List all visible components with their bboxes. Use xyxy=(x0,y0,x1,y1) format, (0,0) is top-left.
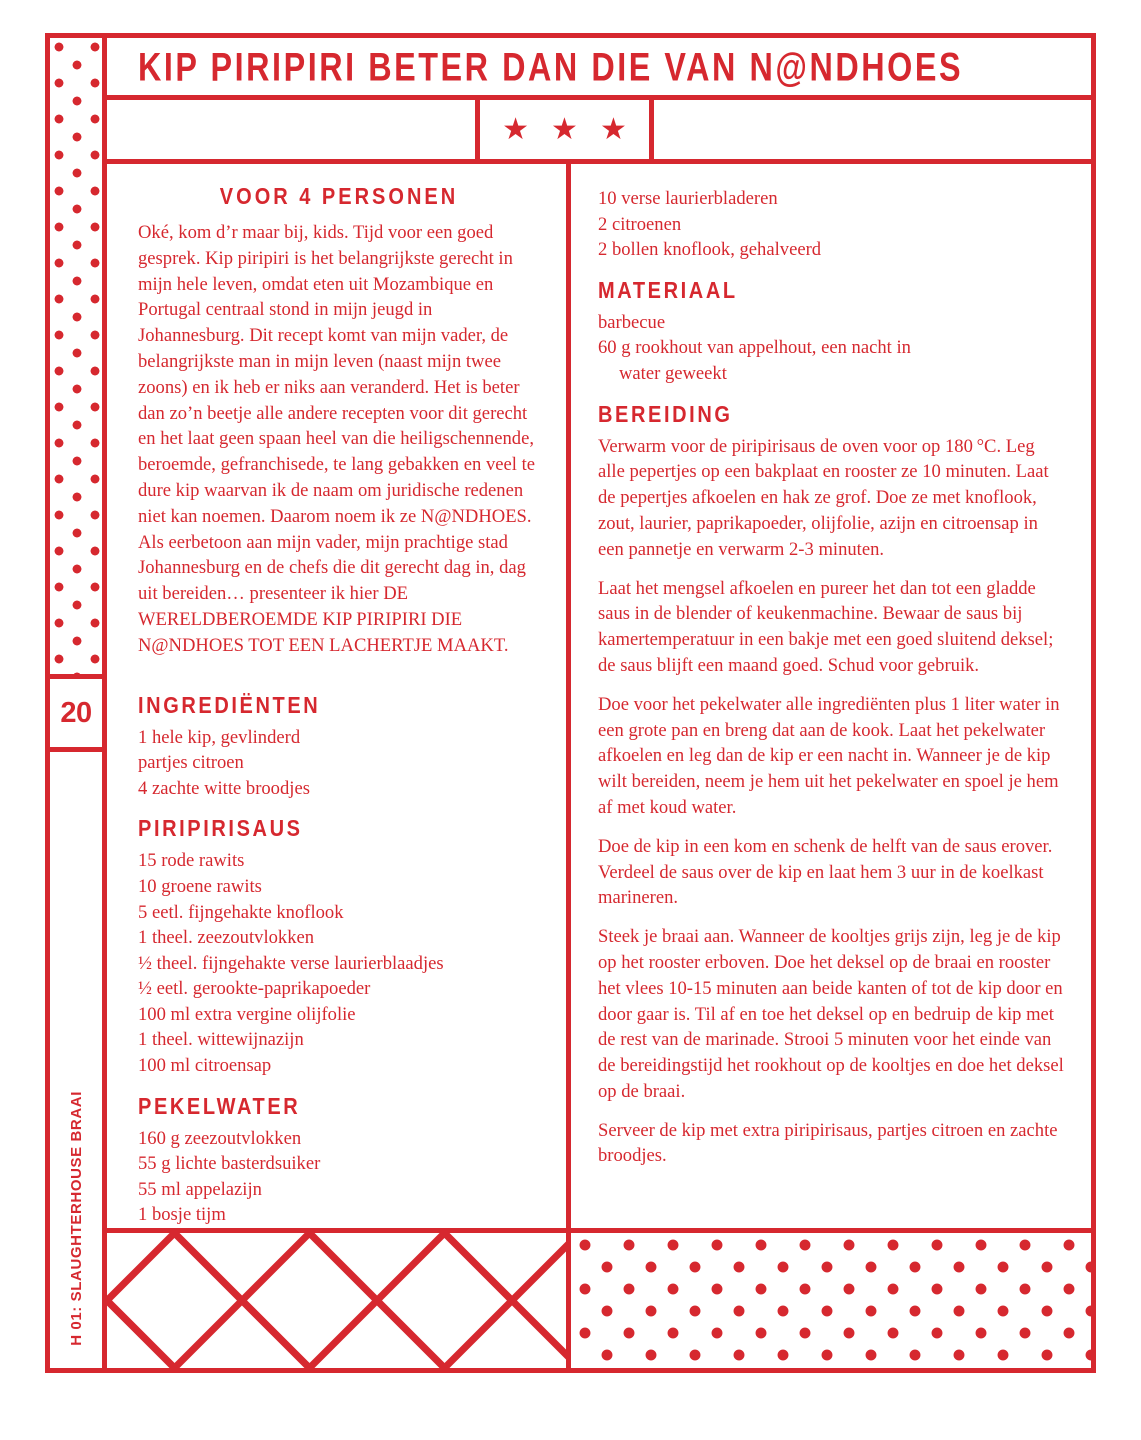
list-item: 5 eetl. fijngehakte knoflook xyxy=(138,901,344,923)
sauce-heading: PIRIPIRISAUS xyxy=(138,816,303,843)
diamond-pattern-icon xyxy=(107,1233,571,1368)
method-paragraph: Serveer de kip met extra piripirisaus, partjes citroen en zachte broodjes. xyxy=(598,1119,1058,1167)
list-item xyxy=(598,335,1065,386)
content-columns xyxy=(107,164,1091,1228)
intro-paragraph: Oké, kom d’r maar bij, kids. Tijd voor een goed gesprek. Kip piripiri is het belangrijkste gerecht in mijn hele leven, omdat eten uit Mozambique en Portugal centraal stond in mijn jeugd in Johannesburg. Dit recept komt van mijn vader, de belangrijkste man in mijn leven (naast mijn twee zoons) en ik heb er niks aan veranderd. Het is beter dan zo’n beetje alle andere recepten voor dit gerecht en het laat geen spaan heel van die heiligschennende, beroemde, gefranchisede, te lang gebakken en veel te dure kip waarvan ik de naam om juridische redenen niet kan noemen. Daarom noem ik ze N@NDHOES. Als eerbetoon aan mijn vader, mijn prachtige stad Johannesburg en de chefs die dit gerecht dag in, dag uit bereiden… presenteer ik hier DE WERELDBEROEMDE KIP PIRIPIRI DIE N@NDHOES TOT EEN LACHERTJE MAAKT. xyxy=(138,222,535,656)
method-paragraph: Doe voor het pekelwater alle ingrediënten plus 1 liter water in een grote pan en breng dat aan de kook. Laat het pekelwater afkoelen en leg dan de kip er een nacht in. Wanneer je de kip wilt bereiden, neem je hem uit het pekelwater en spoel je hem af met koud water. xyxy=(598,693,1060,818)
left-column xyxy=(107,164,571,1228)
method-heading: BEREIDING xyxy=(598,401,733,428)
page-body xyxy=(107,38,1091,1368)
diamond-svg-wrap xyxy=(107,1233,566,1368)
spacer xyxy=(138,672,540,695)
rating-stars xyxy=(480,100,654,159)
method-paragraph: Doe de kip in een kom en schenk de helft van de saus erover. Verdeel de saus over de kip en laat hem 3 uur in de koelkast marineren. xyxy=(598,835,1053,909)
title-bar xyxy=(107,38,1091,100)
list-item: 1 theel. zeezoutvlokken xyxy=(138,927,315,949)
list-item: 1 bosje tijm xyxy=(138,1204,226,1226)
list-item: 100 ml citroensap xyxy=(138,1055,272,1077)
list-item: 4 zachte witte broodjes xyxy=(138,777,310,799)
chapter-label-box xyxy=(50,752,102,1368)
page-number-box xyxy=(50,674,102,752)
list-item xyxy=(598,310,1065,336)
list-item: 55 g lichte basterdsuiker xyxy=(138,1153,321,1175)
list-item: 15 rode rawits xyxy=(138,850,245,872)
brine-ingredients-list xyxy=(138,1126,540,1228)
list-item: ½ eetl. gerookte-paprikapoeder xyxy=(138,978,371,1000)
ingredients-list xyxy=(138,725,540,802)
method-paragraph: Steek je braai aan. Wanneer de kooltjes grijs zijn, leg je de kip op het rooster erboven. Doe het deksel op de braai en rooster het vlees 10-15 minuten aan beide kanten of tot de kip door en door gaar is. Til af en toe het deksel op en bedruip de kip met de rest van de marinade. Strooi 5 minuten voor het einde van de bereidingstijd het rookhout op de kooltjes en doe het deksel op de braai. xyxy=(598,926,1064,1102)
list-item: 160 g zeezoutvlokken xyxy=(138,1127,302,1149)
polka-dot-pattern-icon xyxy=(50,38,102,674)
diamond-zigzag-icon xyxy=(107,1233,566,1368)
brine-ingredients-continued-list xyxy=(598,186,1065,263)
list-item: 1 hele kip, gevlinderd xyxy=(138,726,301,748)
page-number: 20 xyxy=(60,696,92,729)
list-item: ½ theel. fijngehakte verse laurierblaadjes xyxy=(138,952,444,974)
band-cell-empty-right xyxy=(654,100,1091,159)
polka-dot-pattern-icon xyxy=(571,1233,1091,1368)
method-paragraph: Laat het mengsel afkoelen en pureer het dan tot een gladde saus in de blender of keukenmachine. Bewaar de saus bij kamertemperatuur in een bakje met een goed sluitend deksel; de saus blijft een maand goed. Schud voor gebruik. xyxy=(598,577,1054,676)
star-icon: ★ xyxy=(551,112,578,146)
materials-heading: MATERIAAL xyxy=(598,277,738,304)
materials-list xyxy=(598,310,1065,387)
chapter-label: H 01: SLAUGHTERHOUSE BRAAI xyxy=(67,1091,85,1346)
list-item-text-continued: water geweekt xyxy=(619,362,727,384)
spacer xyxy=(138,1079,540,1096)
band-cell-empty-left xyxy=(107,100,480,159)
star-icon: ★ xyxy=(599,112,627,146)
serves-heading: VOOR 4 PERSONEN xyxy=(219,184,459,210)
star-icon: ★ xyxy=(502,112,530,146)
right-column xyxy=(571,164,1091,1228)
spacer xyxy=(598,387,1065,404)
footer-decoration xyxy=(107,1228,1091,1368)
list-item: partjes citroen xyxy=(138,752,244,774)
list-item: 2 citroenen xyxy=(598,213,682,235)
left-decorative-rail xyxy=(50,38,107,1368)
rating-band xyxy=(107,100,1091,164)
sauce-ingredients-list xyxy=(138,848,540,1078)
list-item: 100 ml extra vergine olijfolie xyxy=(138,1003,356,1025)
brine-heading: PEKELWATER xyxy=(138,1093,301,1120)
list-item: 1 theel. wittewijnazijn xyxy=(138,1029,304,1051)
list-item: 10 groene rawits xyxy=(138,875,262,897)
recipe-page xyxy=(45,33,1096,1373)
list-item-text: 60 g rookhout van appelhout, een nacht in xyxy=(598,337,911,359)
list-item: 55 ml appelazijn xyxy=(138,1178,262,1200)
list-item: 2 bollen knoflook, gehalveerd xyxy=(598,239,822,261)
ingredients-heading: INGREDIËNTEN xyxy=(138,692,321,719)
page-title: KIP PIRIPIRI BETER DAN DIE VAN N@NDHOES xyxy=(138,43,964,90)
method-paragraph: Verwarm voor de piripirisaus de oven voor op 180 °C. Leg alle pepertjes op een bakplaat en rooster ze 10 minuten. Laat de pepertjes afkoelen en hak ze grof. Doe ze met knoflook, zout, laurier, paprikapoeder, olijfolie, azijn en citroensap in een pannetje en verwarm 2-3 minuten. xyxy=(598,435,1049,560)
list-item: 10 verse laurierbladeren xyxy=(598,188,778,209)
list-item-text: barbecue xyxy=(598,311,666,333)
